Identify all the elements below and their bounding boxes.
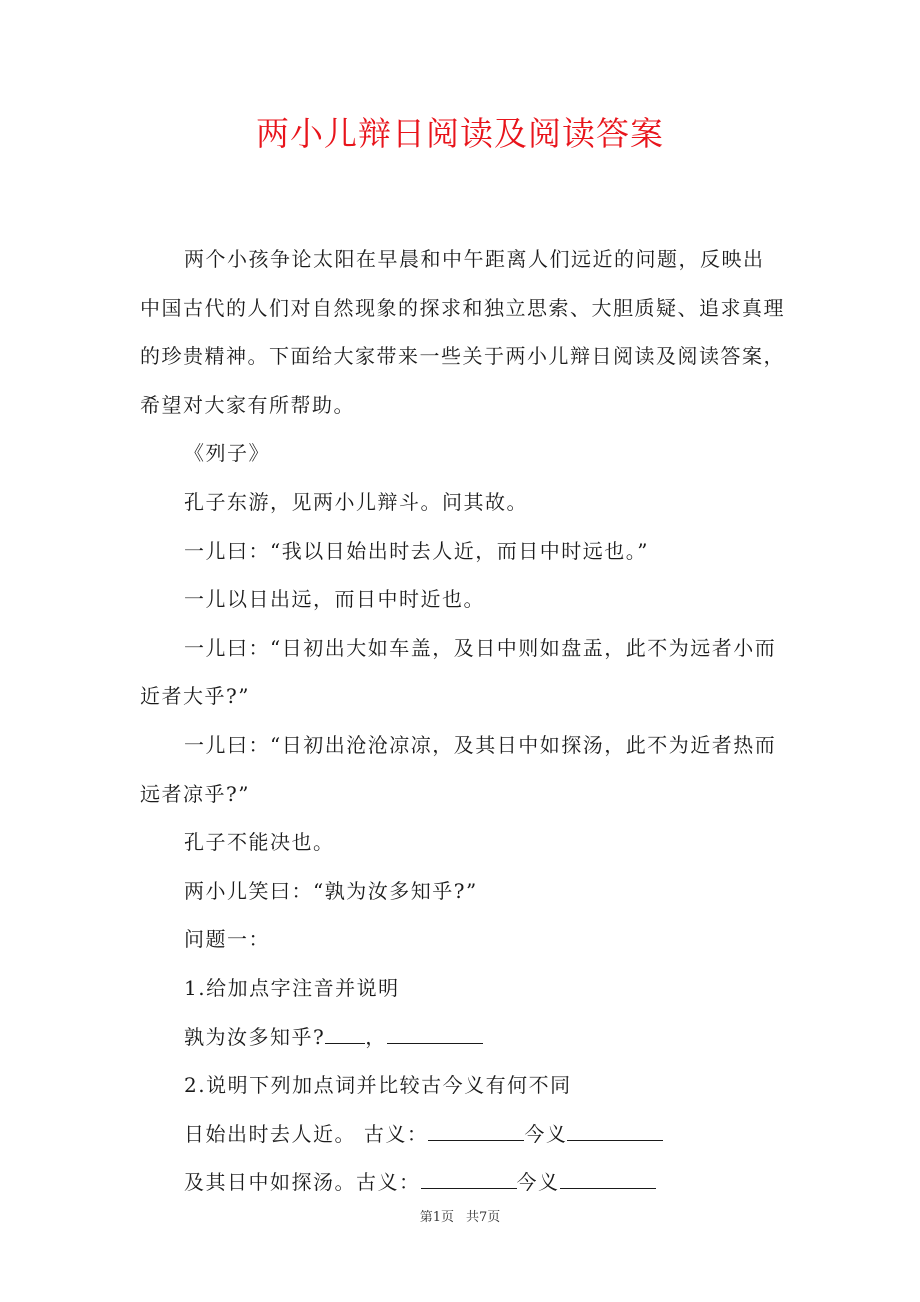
question-2-line-2 <box>140 1158 785 1207</box>
question-2-prompt: 2.说明下列加点词并比较古今义有何不同 <box>184 1073 572 1098</box>
page-number-current: 第1页 <box>419 1210 454 1225</box>
question-2-sentence-2: 及其日中如探汤。古义： <box>184 1170 421 1195</box>
question-heading: 问题一： <box>184 927 270 952</box>
text-line-2: 一儿曰：“我以日始出时去人近，而日中时远也。” <box>184 538 649 563</box>
answer-blank[interactable] <box>387 1023 483 1044</box>
text-line-3: 一儿以日出远，而日中时近也。 <box>184 587 485 612</box>
answer-blank[interactable] <box>325 1023 365 1044</box>
modern-meaning-label: 今义 <box>516 1170 560 1195</box>
answer-blank[interactable] <box>567 1120 663 1141</box>
text-line-4: 一儿曰：“日初出大如车盖，及日中则如盘盂，此不为远者小而近者大乎?” <box>140 635 777 709</box>
document-body <box>140 235 785 1207</box>
question-2-sentence-1: 日始出时去人近。 古义： <box>184 1121 429 1146</box>
intro-paragraph: 两个小孩争论太阳在早晨和中午距离人们远近的问题，反映出中国古代的人们对自然现象的探求和独立思索、大胆质疑、追求真理的珍贵精神。下面给大家带来一些关于两小儿辩日阅读及阅读答案，希望对大家有所帮助。 <box>140 247 785 417</box>
text-line-7: 两小儿笑曰：“孰为汝多知乎?” <box>184 878 478 903</box>
question-1-line <box>140 1013 785 1062</box>
answer-blank[interactable] <box>428 1120 524 1141</box>
question-1-prompt: 1.给加点字注音并说明 <box>184 975 400 1000</box>
question-1-separator: ， <box>365 1024 387 1049</box>
question-2-line-1 <box>140 1110 785 1159</box>
page-title: 两小儿辩日阅读及阅读答案 <box>256 114 664 153</box>
text-line-5: 一儿曰：“日初出沧沧凉凉，及其日中如探汤，此不为近者热而远者凉乎?” <box>140 732 777 806</box>
text-line-6: 孔子不能决也。 <box>184 830 335 855</box>
answer-blank[interactable] <box>421 1168 517 1189</box>
text-line-1: 孔子东游，见两小儿辩斗。问其故。 <box>184 489 528 514</box>
answer-blank[interactable] <box>560 1168 656 1189</box>
modern-meaning-label: 今义 <box>524 1121 568 1146</box>
question-1-sentence: 孰为汝多知乎? <box>184 1024 326 1049</box>
page-number-total: 共7页 <box>466 1210 501 1225</box>
page-footer <box>0 1206 920 1225</box>
source-title: 《列子》 <box>184 441 270 466</box>
